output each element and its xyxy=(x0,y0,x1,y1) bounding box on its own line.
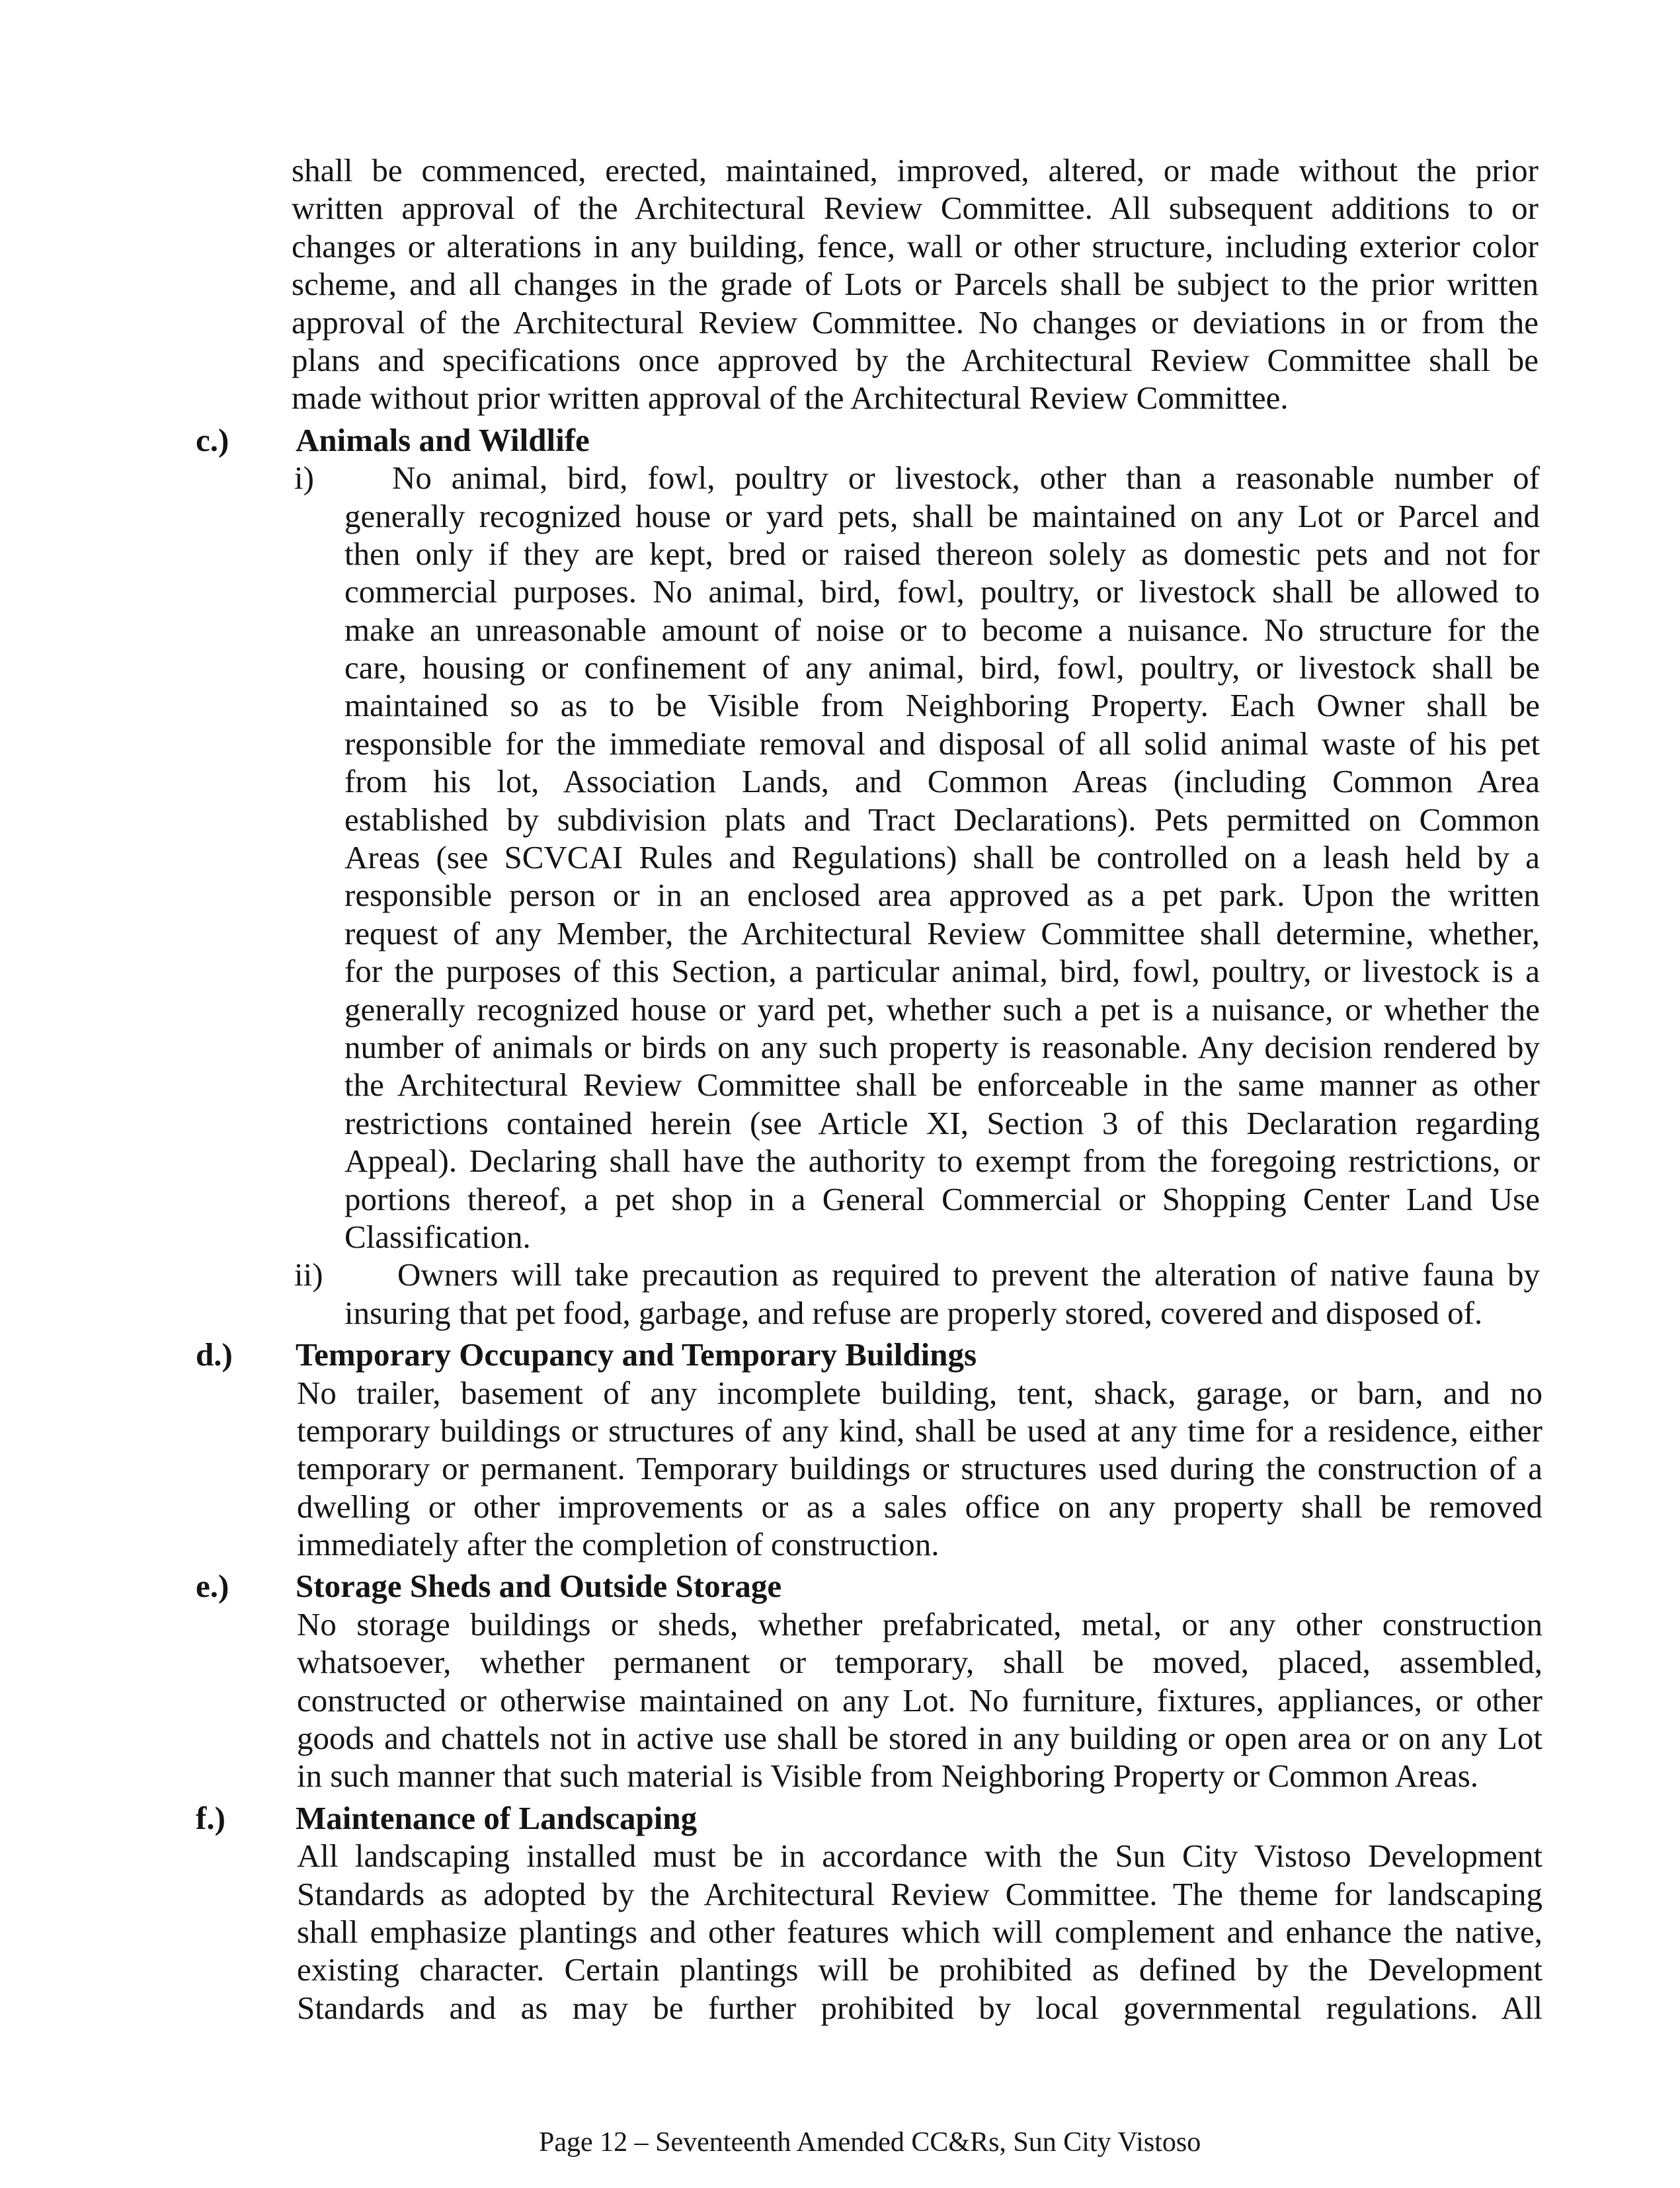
section-title: Animals and Wildlife xyxy=(296,421,590,458)
subsection-label: ii) xyxy=(294,1256,323,1293)
section-title: Maintenance of Landscaping xyxy=(296,1799,698,1836)
text-line: existing character. Certain plantings will be prohibited as defined by the Development xyxy=(297,1951,1542,1988)
text-line: generally recognized house or yard pet, whether such a pet is a nuisance, or whether the xyxy=(344,991,1540,1028)
section-e-storage xyxy=(0,1567,1680,1795)
section-title: Storage Sheds and Outside Storage xyxy=(296,1568,782,1605)
text-line: Standards as adopted by the Architectural Review Committee. The theme for landscaping xyxy=(297,1875,1542,1912)
text-line: scheme, and all changes in the grade of Lots or Parcels shall be subject to the prior written xyxy=(292,266,1539,303)
text-line: Owners will take precaution as required to prevent the alteration of native fauna by xyxy=(397,1256,1540,1293)
section-heading xyxy=(0,1567,1680,1605)
text-line: plans and specifications once approved by the Architectural Review Committee shall be xyxy=(292,341,1539,378)
text-line: immediately after the completion of construction. xyxy=(297,1526,940,1563)
section-label: e.) xyxy=(196,1568,229,1605)
text-line: written approval of the Architectural Review Committee. All subsequent additions to or xyxy=(292,190,1539,227)
text-line: changes or alterations in any building, fence, wall or other structure, including exterior color xyxy=(292,227,1539,264)
page-footer: Page 12 – Seventeenth Amended CC&Rs, Sun City Vistoso xyxy=(539,2127,1201,2158)
section-title: Temporary Occupancy and Temporary Buildings xyxy=(296,1336,977,1373)
continued-paragraph xyxy=(292,151,1539,417)
text-line: then only if they are kept, bred or raised thereon solely as domestic pets and not for xyxy=(344,535,1540,572)
text-line: No trailer, basement of any incomplete building, tent, shack, garage, or barn, and no xyxy=(297,1374,1542,1411)
text-line: goods and chattels not in active use shall be stored in any building or open area or on any Lot xyxy=(297,1720,1542,1757)
text-line: responsible person or in an enclosed area approved as a pet park. Upon the written xyxy=(344,877,1540,914)
section-text xyxy=(297,1374,1542,1564)
text-line: All landscaping installed must be in accordance with the Sun City Vistoso Development xyxy=(297,1838,1542,1875)
text-line: dwelling or other improvements or as a sales office on any property shall be removed xyxy=(297,1488,1542,1525)
section-c-animals xyxy=(0,421,1680,1332)
section-heading xyxy=(0,421,1680,459)
section-heading xyxy=(0,1799,1680,1837)
text-line: Standards and as may be further prohibited by local governmental regulations. All xyxy=(297,1989,1542,2026)
text-line: in such manner that such material is Visible from Neighboring Property or Common Areas. xyxy=(297,1758,1479,1795)
section-d-temporary-buildings xyxy=(0,1336,1680,1563)
text-line: responsible for the immediate removal and disposal of all solid animal waste of his pet xyxy=(344,725,1540,762)
text-line: maintained so as to be Visible from Neighboring Property. Each Owner shall be xyxy=(344,687,1540,724)
text-line: care, housing or confinement of any animal, bird, fowl, poultry, or livestock shall be xyxy=(344,649,1540,686)
text-line: make an unreasonable amount of noise or to become a nuisance. No structure for the xyxy=(344,611,1540,648)
section-label: c.) xyxy=(196,421,229,458)
page-body xyxy=(0,151,1680,2027)
section-heading xyxy=(0,1336,1680,1373)
text-line: generally recognized house or yard pets, shall be maintained on any Lot or Parcel and xyxy=(344,497,1540,534)
subsection-text xyxy=(344,459,1540,1256)
text-line: temporary or permanent. Temporary buildings or structures used during the construction of a xyxy=(297,1450,1542,1487)
subsection-i xyxy=(0,459,1680,1256)
section-text xyxy=(297,1837,1542,2027)
text-line: constructed or otherwise maintained on any Lot. No furniture, fixtures, appliances, or other xyxy=(297,1682,1542,1719)
text-line: Classification. xyxy=(344,1218,531,1255)
text-line: from his lot, Association Lands, and Common Areas (including Common Area xyxy=(344,763,1540,800)
text-line: No storage buildings or sheds, whether prefabricated, metal, or any other construction xyxy=(297,1605,1542,1642)
text-line: number of animals or birds on any such property is reasonable. Any decision rendered by xyxy=(344,1028,1540,1065)
text-line: request of any Member, the Architectural Review Committee shall determine, whether, xyxy=(344,914,1540,952)
text-line: established by subdivision plats and Tract Declarations). Pets permitted on Common xyxy=(344,801,1540,838)
section-label: d.) xyxy=(196,1336,233,1373)
section-text xyxy=(297,1605,1542,1795)
subsection-label: i) xyxy=(294,460,314,497)
text-line: the Architectural Review Committee shall be enforceable in the same manner as other xyxy=(344,1067,1540,1104)
text-line: shall be commenced, erected, maintained, improved, altered, or made without the prior xyxy=(292,152,1539,188)
text-line: insuring that pet food, garbage, and refuse are properly stored, covered and disposed of. xyxy=(344,1294,1483,1331)
text-line: commercial purposes. No animal, bird, fowl, poultry, or livestock shall be allowed to xyxy=(344,573,1540,610)
text-line: approval of the Architectural Review Committee. No changes or deviations in or from the xyxy=(292,304,1539,341)
text-line: temporary buildings or structures of any kind, shall be used at any time for a residence, either xyxy=(297,1412,1542,1449)
text-line: made without prior written approval of the Architectural Review Committee. xyxy=(292,380,1289,417)
text-line: portions thereof, a pet shop in a General Commercial or Shopping Center Land Use xyxy=(344,1180,1540,1217)
subsection-ii xyxy=(0,1256,1680,1332)
subsection-text xyxy=(344,1256,1540,1332)
text-line: shall emphasize plantings and other features which will complement and enhance the native, xyxy=(297,1913,1542,1950)
section-label: f.) xyxy=(196,1799,225,1836)
text-line: restrictions contained herein (see Article XI, Section 3 of this Declaration regarding xyxy=(344,1104,1540,1141)
text-line: for the purposes of this Section, a particular animal, bird, fowl, poultry, or livestock is a xyxy=(344,953,1540,990)
text-line: Areas (see SCVCAI Rules and Regulations) shall be controlled on a leash held by a xyxy=(344,839,1540,876)
text-line: No animal, bird, fowl, poultry or livestock, other than a reasonable number of xyxy=(392,460,1540,497)
section-f-landscaping xyxy=(0,1799,1680,2027)
text-line: Appeal). Declaring shall have the authority to exempt from the foregoing restrictions, or xyxy=(344,1143,1540,1180)
text-line: whatsoever, whether permanent or temporary, shall be moved, placed, assembled, xyxy=(297,1644,1542,1681)
